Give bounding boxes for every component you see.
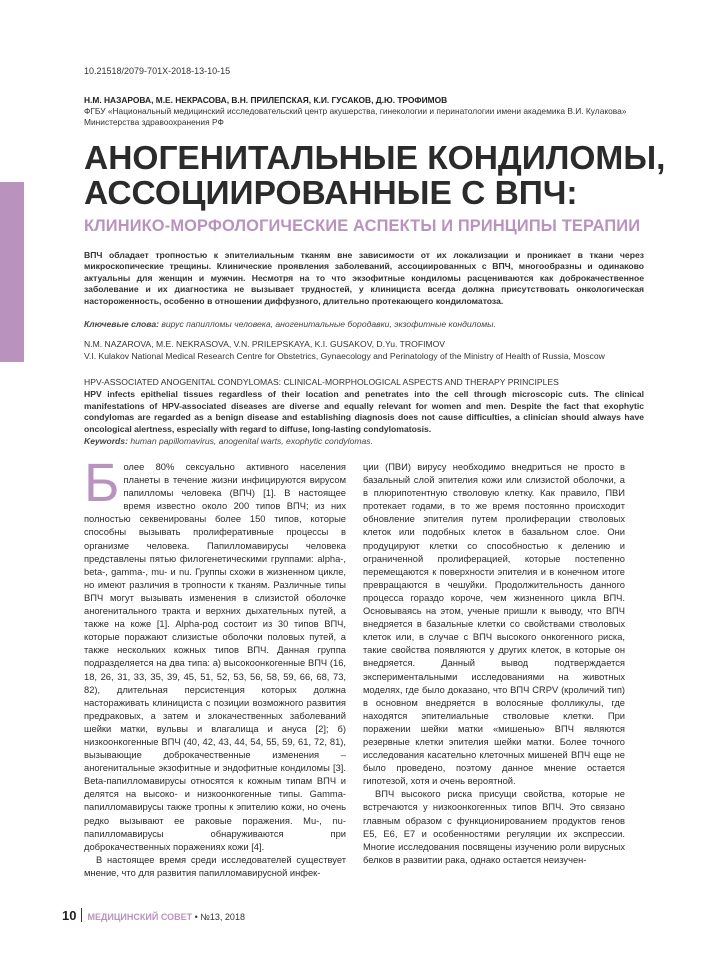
page-footer xyxy=(62,908,245,923)
drop-cap: Б xyxy=(84,453,120,513)
affiliation-ru: ФГБУ «Национальный медицинский исследовательский центр акушерства, гинекологии и перинатологии имени академика В.И. Кулакова» Министерства здравоохранения РФ xyxy=(84,106,627,127)
section-side-tab xyxy=(0,182,24,534)
affiliation-en: V.I. Kulakov National Medical Research Centre for Obstetrics, Gynaecology and Perinatology of the Ministry of Health of Russia, Moscow xyxy=(84,351,605,361)
body-paragraph: В настоящее время среди исследователей существует мнение, что для развития папилломавирусной инфек- xyxy=(84,854,346,878)
title-en: HPV-ASSOCIATED ANOGENITAL CONDYLOMAS: CLINICAL-MORPHOLOGICAL ASPECTS AND THERAPY PRINCIPLES xyxy=(84,377,559,387)
body-column-right xyxy=(363,461,625,867)
authors-ru: Н.М. НАЗАРОВА, М.Е. НЕКРАСОВА, В.Н. ПРИЛЕПСКАЯ, К.И. ГУСАКОВ, Д.Ю. ТРОФИМОВ xyxy=(84,95,448,105)
section-label: АКТУАЛЬНАЯ ПРОБЛЕМА xyxy=(2,401,13,534)
abstract-en: HPV infects epithelial tissues regardless of their location and penetrates into the cell through microscopic cuts. The clinical manifestations of HPV-associated diseases are diverse and equally relevant for women and men. Despite the fact that exophytic condylomas are regarded as a benign disease and establishing diagnosis does not cause difficulties, a clinician should always have oncological alertness, especially with regard to diffuse, long-lasting condylomatosis. xyxy=(84,389,644,434)
body-column-left xyxy=(84,453,346,880)
keywords-en xyxy=(84,436,644,446)
authors-en: N.M. NAZAROVA, M.E. NEKRASOVA, V.N. PRILEPSKAYA, K.I. GUSAKOV, D.Yu. TROFIMOV xyxy=(84,339,446,349)
keywords-ru-text: вирус папилломы человека, аногенитальные бородавки, экзофитные кондиломы. xyxy=(161,319,496,329)
journal-issue: • №13, 2018 xyxy=(192,912,245,922)
keywords-ru-label: Ключевые слова: xyxy=(84,319,159,329)
body-paragraph xyxy=(84,453,346,854)
keywords-ru xyxy=(84,319,644,329)
keywords-en-text: human papillomavirus, anogenital warts, exophytic condylomas. xyxy=(130,436,373,446)
keywords-en-label: Keywords: xyxy=(84,436,128,446)
article-subtitle: КЛИНИКО-МОРФОЛОГИЧЕСКИЕ АСПЕКТЫ И ПРИНЦИПЫ ТЕРАПИИ xyxy=(84,217,641,235)
article-title: АНОГЕНИТАЛЬНЫЕ КОНДИЛОМЫ, АССОЦИИРОВАННЫЕ С ВПЧ: xyxy=(84,140,666,212)
journal-name: МЕДИЦИНСКИЙ СОВЕТ xyxy=(87,912,193,922)
body-text: олее 80% сексуально активного населения планеты в течение жизни инфицируются вирусом папилломы человека (ВПЧ) [1]. В настоящее время известно около 200 типов ВПЧ; из них полностью секвенированы более 150 типов, которые способны вызывать пролиферативные процессы в организме человека. Папилломавирусы человека представлены пятью филогенетическими группами: alpha-, beta-, gamma-, mu- и nu. Группы схожи в жизненном цикле, но имеют различия в тропности к тканям. Различные типы ВПЧ могут вызывать изменения в слизистой оболочке аногенитального тракта и верхних дыхательных путей, а также на коже [1]. Alpha-род состоит из 30 типов ВПЧ, которые поражают слизистые оболочки половых путей, а также нескольких кожных типов ВПЧ. Данная группа подразделяется на два типа: а) высокоонкогенные ВПЧ (16, 18, 26, 31, 33, 35, 39, 45, 51, 52, 53, 56, 58, 59, 66, 68, 73, 82), длительная персистенция которых должна настораживать клинициста с позиции возможного развития предраковых, а затем и злокачественных заболеваний шейки матки, вульвы и влагалища и ануса [2]; б) низкоонкогенные ВПЧ (40, 42, 43, 44, 54, 55, 59, 61, 72, 81), вызывающие доброкачественные изменения – аногенитальные экзофитные и эндофитные кондиломы [3]. Beta-папилломавирусы относятся к кожным типам ВПЧ и делятся на высоко- и низкоонкогенные типы. Gamma-папилломавирусы также тропны к эпителию кожи, но очень редко вызывают ее раковые поражения. Mu-, nu-папилломавирусы обнаруживаются при доброкачественных поражениях кожи [4]. xyxy=(84,462,346,852)
doi: 10.21518/2079-701X-2018-13-10-15 xyxy=(84,66,231,76)
page-number: 10 xyxy=(62,908,77,923)
abstract-ru: ВПЧ обладает тропностью к эпителиальным тканям вне зависимости от их локализации и проникает в ткани через микроскопические трещины. Клинические проявления заболеваний, ассоциированных с ВПЧ, многообразны и одинаково актуальны для женщин и мужчин. Несмотря на то что экзофитные кондиломы расцениваются как доброкачественное заболевание и их диагностика не вызывает трудностей, у клинициста всегда должна присутствовать онкологическая настороженность, особенно в отношении диффузного, длительно протекающего кондиломатоза. xyxy=(84,250,644,306)
footer-divider xyxy=(81,908,82,922)
body-paragraph: ВПЧ высокого риска присущи свойства, которые не встречаются у низкоонкогенных типов ВПЧ. Это связано главным образом с функционированием продуктов генов E5, E6, E7 и особенностями регуляции их экспрессии. Многие исследования посвящены изучению роли вирусных белков в развитии рака, однако остается неизучен- xyxy=(363,789,625,865)
body-paragraph: ции (ПВИ) вирусу необходимо внедриться не просто в базальный слой эпителия кожи или слизистой оболочки, а в плюрипотентную стволовую клетку. Как правило, ПВИ протекает годами, в то же время постоянно происходит обновление эпителия путем пролиферации стволовых клеток или подобных клеток в базальном слое. Они продуцируют клетки со способностью к делению и ограниченной пролиферацией, которые постепенно перемещаются к поверхности эпителия и в конечном итоге превращаются в чешуйки. Продолжительность данного процесса гораздо короче, чем жизненного цикла ВПЧ. Основываясь на этом, ученые пришли к выводу, что ВПЧ внедряется в базальные клетки со свойствами стволовых клеток или, в случае с ВПЧ высокого онкогенного риска, такие свойства появляются у других клеток, в которые он внедряется. Данный вывод подтверждается экспериментальными исследованиями на животных моделях, где было доказано, что ВПЧ CRPV (кроличий тип) в основном внедряется в волосяные фолликулы, где находятся эпителиальные стволовые клетки. При поражении шейки матки «мишенью» ВПЧ являются резервные клетки эпителия шейки матки. Более точного исследования касательно клеточных мишеней ВПЧ еще не было проведено, поэтому данное мнение остается гипотезой, хотя и очень вероятной. xyxy=(363,462,625,787)
